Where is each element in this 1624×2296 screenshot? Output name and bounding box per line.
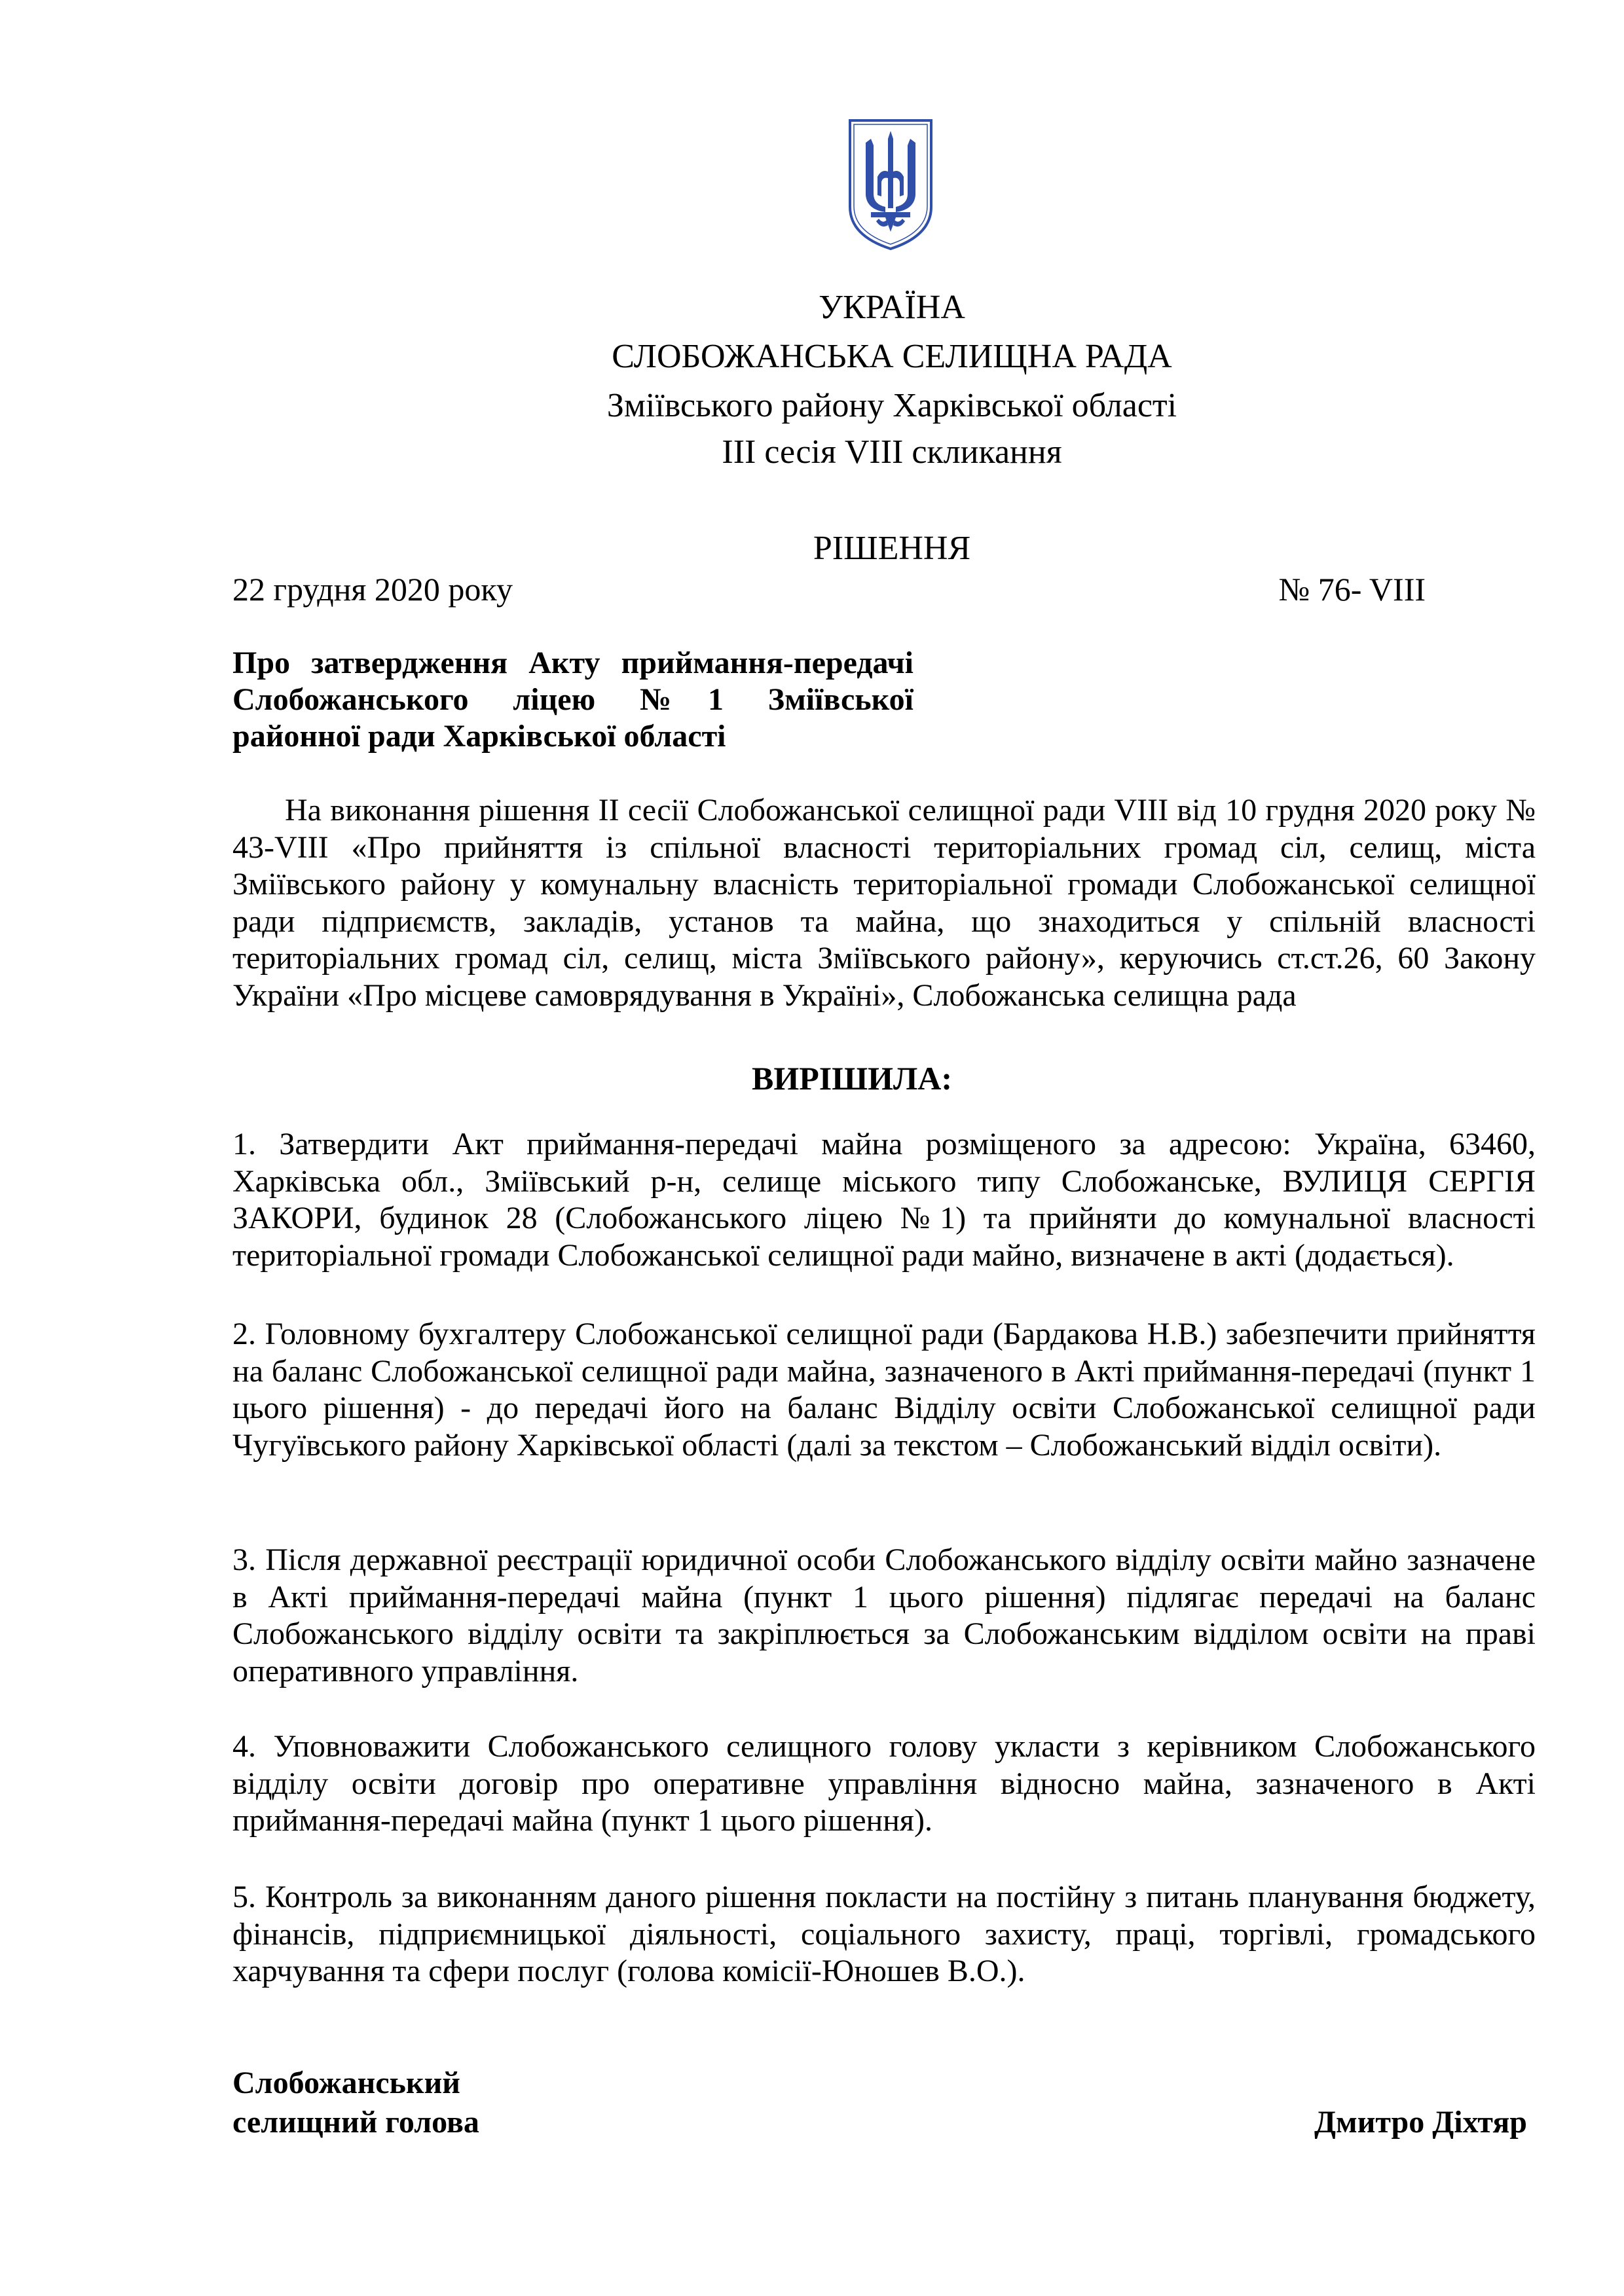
- decision-number: № 76- VІІІ: [1278, 571, 1426, 608]
- decision-date: 22 грудня 2020 року: [232, 571, 513, 608]
- document-type-heading: РІШЕННЯ: [813, 530, 971, 567]
- decision-item-4: 4. Уповноважити Слобожанського селищного голову укласти з керівником Слобожанського відділу освіти договір про оперативне управління відносно майна, зазначеного в Акті приймання-передачі майна (пункт 1 цього рішення).: [232, 1729, 1536, 1838]
- signatory-name: Дмитро Діхтяр: [1314, 2105, 1527, 2140]
- subject-line: Слобожанського ліцею №1 Зміївської: [232, 682, 913, 717]
- signatory-title-line: селищний голова: [232, 2105, 479, 2140]
- preamble-paragraph: На виконання рішення ІІ сесії Слобожанської селищної ради VIII від 10 грудня 2020 року № 43-VIII «Про прийняття із спільної власності територіальних громад сіл, селищ, міста Зміївського району у комунальну власність територіальної громади Слобожанської селищної ради підприємств, закладів, установ та майна, що знаходиться у спільній власності територіальних громад сіл, селищ, міста Зміївського району», керуючись ст.ст.26, 60 Закону України «Про місцеве самоврядування в Україні», Слобожанська селищна рада: [232, 793, 1536, 1013]
- decision-item-2: 2. Головному бухгалтеру Слобожанської селищної ради (Бардакова Н.В.) забезпечити прийняття на баланс Слобожанської селищної ради майна, зазначеного в Акті приймання-передачі (пункт 1 цього рішення) - до передачі його на баланс Відділу освіти Слобожанської селищної ради Чугуївського району Харківської області (далі за текстом – Слобожанський відділ освіти).: [232, 1317, 1536, 1463]
- council-heading: СЛОБОЖАНСЬКА СЕЛИЩНА РАДА: [612, 338, 1172, 375]
- decision-item-3: 3. Після державної реєстрації юридичної особи Слобожанського відділу освіти майно зазначене в Акті приймання-передачі майна (пункт 1 цього рішення) підлягає передачі на баланс Слобожанського відділу освіти та закріплюється за Слобожанським відділом освіти на праві оперативного управління.: [232, 1542, 1536, 1688]
- subject-line: Про затвердження Акту приймання-передачі: [232, 646, 913, 680]
- signatory-title-line: Слобожанський: [232, 2066, 460, 2100]
- district-heading: Зміївського району Харківської області: [606, 387, 1177, 424]
- trident-coat-of-arms-icon: [845, 117, 936, 253]
- decision-item-5: 5. Контроль за виконанням даного рішення покласти на постійну з питань планування бюджету, фінансів, підприємницької діяльності, соціального захисту, праці, торгівлі, громадського харчування та сфери послуг (голова комісії-Юношев В.О.).: [232, 1880, 1536, 1989]
- signatory-title: [232, 2064, 479, 2142]
- country-heading: УКРАЇНА: [819, 289, 965, 326]
- session-heading: ІІІ сесія VІІІ скликання: [722, 433, 1062, 471]
- resolved-heading: ВИРІШИЛА:: [751, 1060, 953, 1097]
- decision-subject: [232, 645, 913, 755]
- subject-line: районної ради Харківської області: [232, 719, 726, 754]
- decision-item-1: 1. Затвердити Акт приймання-передачі майна розміщеного за адресою: Україна, 63460, Харківська обл., Зміївський р-н, селище міського типу Слобожанське, ВУЛИЦЯ СЕРГІЯ ЗАКОРИ, будинок 28 (Слобожанського ліцею №1) та прийняти до комунальної власності територіальної громади Слобожанської селищної ради майно, визначене в акті (додається).: [232, 1127, 1536, 1273]
